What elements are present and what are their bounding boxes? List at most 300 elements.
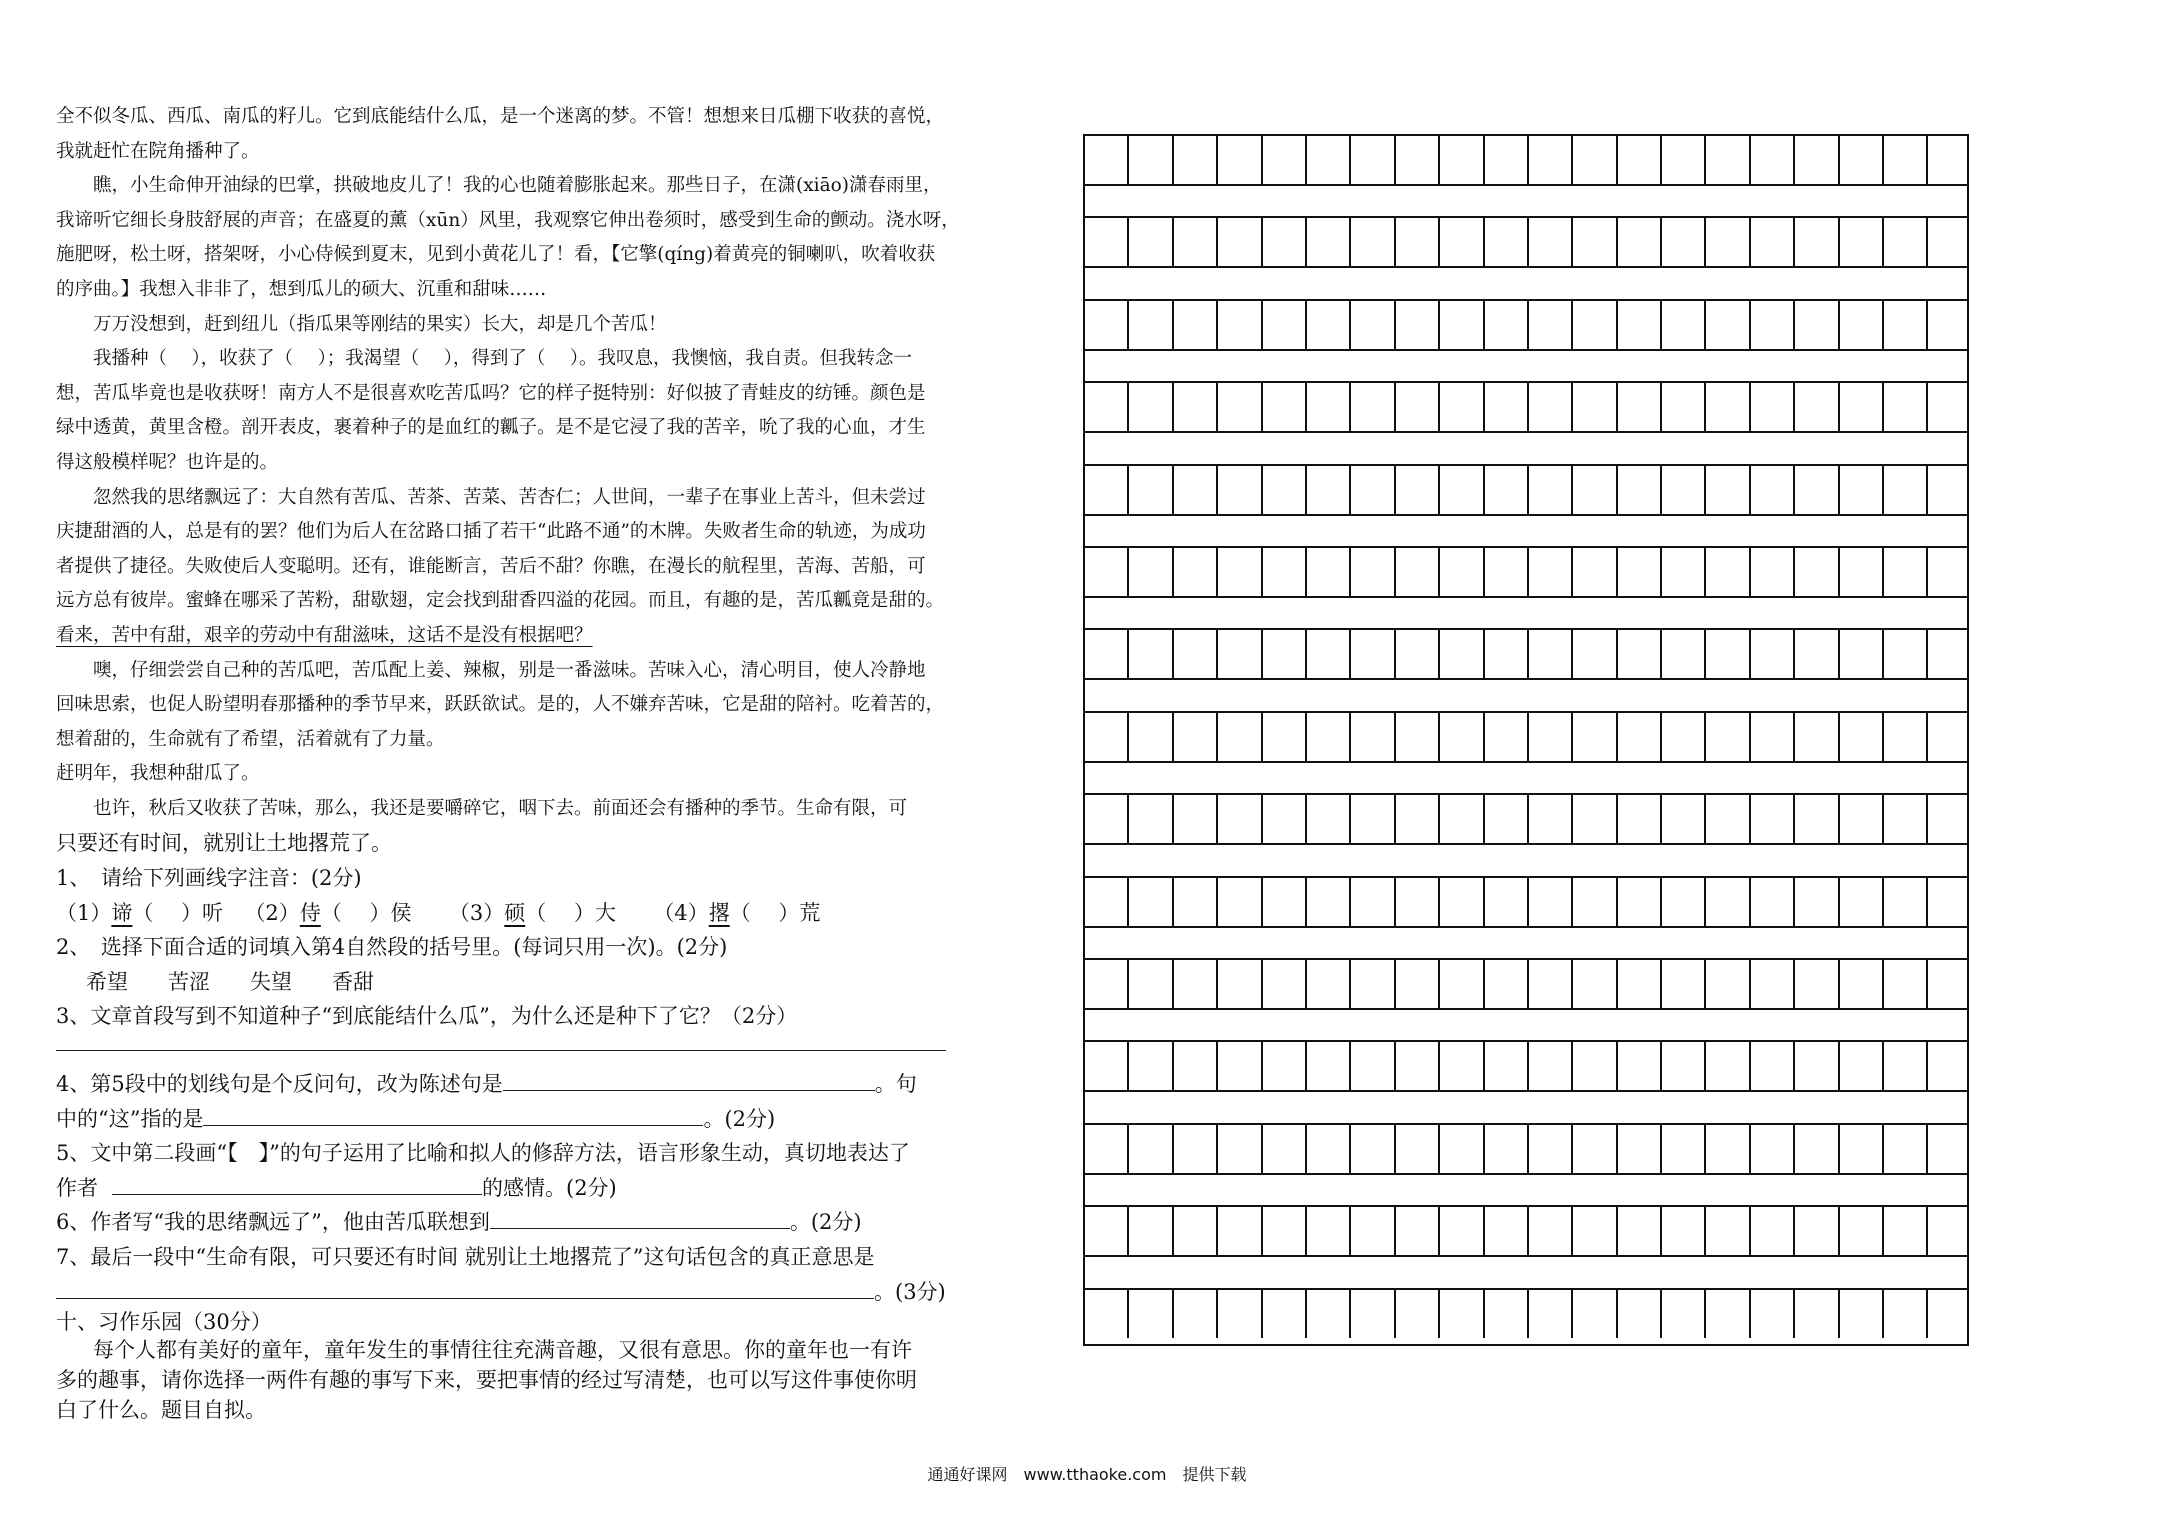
grid-cell[interactable] bbox=[1085, 548, 1129, 596]
grid-cell[interactable] bbox=[1174, 1125, 1218, 1173]
grid-cell[interactable] bbox=[1218, 383, 1262, 431]
grid-cell[interactable] bbox=[1129, 795, 1173, 843]
grid-cell[interactable] bbox=[1263, 795, 1307, 843]
grid-cell[interactable] bbox=[1840, 960, 1884, 1008]
grid-cell[interactable] bbox=[1884, 301, 1928, 349]
grid-cell[interactable] bbox=[1662, 878, 1706, 926]
grid-cell[interactable] bbox=[1529, 1207, 1573, 1255]
grid-cell[interactable] bbox=[1129, 218, 1173, 266]
grid-cell[interactable] bbox=[1485, 878, 1529, 926]
grid-cell[interactable] bbox=[1795, 1042, 1839, 1090]
grid-cell[interactable] bbox=[1218, 1042, 1262, 1090]
grid-row[interactable] bbox=[1085, 878, 1973, 926]
grid-cell[interactable] bbox=[1840, 713, 1884, 761]
grid-cell[interactable] bbox=[1485, 960, 1529, 1008]
grid-cell[interactable] bbox=[1085, 960, 1129, 1008]
grid-cell[interactable] bbox=[1795, 795, 1839, 843]
grid-cell[interactable] bbox=[1529, 136, 1573, 184]
grid-cell[interactable] bbox=[1928, 1042, 1972, 1090]
grid-cell[interactable] bbox=[1129, 960, 1173, 1008]
grid-cell[interactable] bbox=[1928, 1290, 1972, 1338]
grid-cell[interactable] bbox=[1440, 466, 1484, 514]
grid-cell[interactable] bbox=[1440, 301, 1484, 349]
grid-row[interactable] bbox=[1085, 383, 1973, 431]
grid-cell[interactable] bbox=[1662, 466, 1706, 514]
grid-cell[interactable] bbox=[1174, 1042, 1218, 1090]
grid-cell[interactable] bbox=[1840, 1125, 1884, 1173]
grid-cell[interactable] bbox=[1440, 1290, 1484, 1338]
grid-cell[interactable] bbox=[1928, 1207, 1972, 1255]
answer-blank[interactable] bbox=[490, 1210, 790, 1229]
grid-cell[interactable] bbox=[1085, 1207, 1129, 1255]
grid-cell[interactable] bbox=[1573, 1290, 1617, 1338]
grid-cell[interactable] bbox=[1795, 1125, 1839, 1173]
grid-cell[interactable] bbox=[1840, 1290, 1884, 1338]
grid-cell[interactable] bbox=[1440, 630, 1484, 678]
grid-cell[interactable] bbox=[1706, 878, 1750, 926]
grid-cell[interactable] bbox=[1662, 548, 1706, 596]
grid-cell[interactable] bbox=[1351, 548, 1395, 596]
grid-cell[interactable] bbox=[1440, 795, 1484, 843]
grid-cell[interactable] bbox=[1706, 1207, 1750, 1255]
grid-cell[interactable] bbox=[1529, 301, 1573, 349]
grid-cell[interactable] bbox=[1751, 548, 1795, 596]
grid-cell[interactable] bbox=[1840, 301, 1884, 349]
grid-cell[interactable] bbox=[1706, 1042, 1750, 1090]
grid-cell[interactable] bbox=[1573, 301, 1617, 349]
grid-row[interactable] bbox=[1085, 713, 1973, 761]
grid-cell[interactable] bbox=[1529, 1125, 1573, 1173]
grid-cell[interactable] bbox=[1618, 548, 1662, 596]
grid-cell[interactable] bbox=[1751, 630, 1795, 678]
grid-cell[interactable] bbox=[1396, 1290, 1440, 1338]
grid-cell[interactable] bbox=[1263, 878, 1307, 926]
grid-cell[interactable] bbox=[1129, 630, 1173, 678]
grid-cell[interactable] bbox=[1351, 1290, 1395, 1338]
grid-cell[interactable] bbox=[1174, 1207, 1218, 1255]
grid-cell[interactable] bbox=[1573, 466, 1617, 514]
grid-cell[interactable] bbox=[1751, 795, 1795, 843]
grid-cell[interactable] bbox=[1795, 383, 1839, 431]
grid-cell[interactable] bbox=[1085, 136, 1129, 184]
grid-cell[interactable] bbox=[1618, 1290, 1662, 1338]
grid-cell[interactable] bbox=[1795, 713, 1839, 761]
grid-cell[interactable] bbox=[1485, 548, 1529, 596]
grid-cell[interactable] bbox=[1485, 1125, 1529, 1173]
grid-row[interactable] bbox=[1085, 1042, 1973, 1090]
grid-cell[interactable] bbox=[1618, 1042, 1662, 1090]
grid-cell[interactable] bbox=[1840, 1042, 1884, 1090]
grid-cell[interactable] bbox=[1440, 136, 1484, 184]
grid-cell[interactable] bbox=[1618, 878, 1662, 926]
grid-cell[interactable] bbox=[1573, 383, 1617, 431]
grid-cell[interactable] bbox=[1085, 713, 1129, 761]
grid-cell[interactable] bbox=[1218, 1125, 1262, 1173]
grid-cell[interactable] bbox=[1928, 218, 1972, 266]
grid-cell[interactable] bbox=[1129, 1125, 1173, 1173]
grid-cell[interactable] bbox=[1618, 301, 1662, 349]
grid-cell[interactable] bbox=[1129, 878, 1173, 926]
grid-cell[interactable] bbox=[1396, 301, 1440, 349]
grid-cell[interactable] bbox=[1751, 1125, 1795, 1173]
grid-cell[interactable] bbox=[1573, 136, 1617, 184]
grid-cell[interactable] bbox=[1573, 713, 1617, 761]
grid-cell[interactable] bbox=[1529, 218, 1573, 266]
grid-cell[interactable] bbox=[1396, 713, 1440, 761]
grid-cell[interactable] bbox=[1884, 548, 1928, 596]
grid-cell[interactable] bbox=[1218, 218, 1262, 266]
grid-cell[interactable] bbox=[1840, 136, 1884, 184]
grid-cell[interactable] bbox=[1795, 878, 1839, 926]
grid-cell[interactable] bbox=[1307, 383, 1351, 431]
grid-cell[interactable] bbox=[1263, 1042, 1307, 1090]
grid-cell[interactable] bbox=[1307, 1290, 1351, 1338]
grid-cell[interactable] bbox=[1706, 548, 1750, 596]
grid-cell[interactable] bbox=[1662, 795, 1706, 843]
grid-cell[interactable] bbox=[1085, 301, 1129, 349]
grid-cell[interactable] bbox=[1751, 466, 1795, 514]
grid-cell[interactable] bbox=[1928, 960, 1972, 1008]
grid-cell[interactable] bbox=[1174, 466, 1218, 514]
grid-cell[interactable] bbox=[1129, 466, 1173, 514]
grid-cell[interactable] bbox=[1884, 1290, 1928, 1338]
grid-cell[interactable] bbox=[1706, 218, 1750, 266]
grid-cell[interactable] bbox=[1307, 630, 1351, 678]
grid-cell[interactable] bbox=[1307, 713, 1351, 761]
grid-cell[interactable] bbox=[1706, 383, 1750, 431]
grid-row[interactable] bbox=[1085, 1125, 1973, 1173]
grid-cell[interactable] bbox=[1307, 1207, 1351, 1255]
grid-cell[interactable] bbox=[1928, 383, 1972, 431]
grid-cell[interactable] bbox=[1928, 878, 1972, 926]
grid-cell[interactable] bbox=[1263, 548, 1307, 596]
grid-cell[interactable] bbox=[1263, 301, 1307, 349]
grid-cell[interactable] bbox=[1174, 383, 1218, 431]
grid-cell[interactable] bbox=[1751, 1290, 1795, 1338]
grid-cell[interactable] bbox=[1307, 218, 1351, 266]
grid-cell[interactable] bbox=[1529, 960, 1573, 1008]
grid-cell[interactable] bbox=[1928, 713, 1972, 761]
grid-cell[interactable] bbox=[1085, 218, 1129, 266]
grid-row[interactable] bbox=[1085, 1207, 1973, 1255]
grid-cell[interactable] bbox=[1529, 466, 1573, 514]
grid-cell[interactable] bbox=[1307, 466, 1351, 514]
grid-cell[interactable] bbox=[1129, 1207, 1173, 1255]
answer-line[interactable] bbox=[56, 1050, 946, 1051]
grid-cell[interactable] bbox=[1884, 383, 1928, 431]
grid-cell[interactable] bbox=[1884, 1207, 1928, 1255]
grid-cell[interactable] bbox=[1529, 630, 1573, 678]
grid-cell[interactable] bbox=[1351, 466, 1395, 514]
grid-cell[interactable] bbox=[1751, 1207, 1795, 1255]
grid-cell[interactable] bbox=[1129, 301, 1173, 349]
grid-cell[interactable] bbox=[1218, 301, 1262, 349]
grid-cell[interactable] bbox=[1840, 795, 1884, 843]
grid-cell[interactable] bbox=[1396, 795, 1440, 843]
grid-cell[interactable] bbox=[1795, 548, 1839, 596]
grid-cell[interactable] bbox=[1129, 383, 1173, 431]
grid-cell[interactable] bbox=[1618, 630, 1662, 678]
grid-cell[interactable] bbox=[1618, 960, 1662, 1008]
grid-cell[interactable] bbox=[1662, 1125, 1706, 1173]
grid-cell[interactable] bbox=[1485, 466, 1529, 514]
grid-cell[interactable] bbox=[1440, 1042, 1484, 1090]
grid-cell[interactable] bbox=[1529, 1042, 1573, 1090]
grid-cell[interactable] bbox=[1351, 383, 1395, 431]
grid-cell[interactable] bbox=[1884, 960, 1928, 1008]
grid-cell[interactable] bbox=[1129, 548, 1173, 596]
grid-cell[interactable] bbox=[1840, 218, 1884, 266]
grid-cell[interactable] bbox=[1573, 878, 1617, 926]
grid-cell[interactable] bbox=[1751, 878, 1795, 926]
grid-cell[interactable] bbox=[1307, 136, 1351, 184]
grid-cell[interactable] bbox=[1529, 795, 1573, 843]
grid-cell[interactable] bbox=[1573, 1042, 1617, 1090]
grid-cell[interactable] bbox=[1351, 301, 1395, 349]
grid-cell[interactable] bbox=[1529, 1290, 1573, 1338]
grid-cell[interactable] bbox=[1840, 630, 1884, 678]
grid-cell[interactable] bbox=[1840, 1207, 1884, 1255]
grid-cell[interactable] bbox=[1662, 713, 1706, 761]
grid-cell[interactable] bbox=[1351, 795, 1395, 843]
grid-cell[interactable] bbox=[1263, 466, 1307, 514]
grid-cell[interactable] bbox=[1396, 383, 1440, 431]
grid-cell[interactable] bbox=[1795, 630, 1839, 678]
grid-cell[interactable] bbox=[1573, 630, 1617, 678]
grid-cell[interactable] bbox=[1618, 1125, 1662, 1173]
grid-cell[interactable] bbox=[1706, 960, 1750, 1008]
grid-cell[interactable] bbox=[1662, 136, 1706, 184]
grid-cell[interactable] bbox=[1618, 1207, 1662, 1255]
grid-cell[interactable] bbox=[1174, 795, 1218, 843]
grid-cell[interactable] bbox=[1218, 466, 1262, 514]
grid-cell[interactable] bbox=[1928, 136, 1972, 184]
grid-cell[interactable] bbox=[1396, 1207, 1440, 1255]
grid-cell[interactable] bbox=[1618, 218, 1662, 266]
grid-cell[interactable] bbox=[1307, 795, 1351, 843]
grid-cell[interactable] bbox=[1485, 218, 1529, 266]
grid-cell[interactable] bbox=[1928, 466, 1972, 514]
grid-cell[interactable] bbox=[1706, 713, 1750, 761]
grid-cell[interactable] bbox=[1085, 795, 1129, 843]
grid-row[interactable] bbox=[1085, 630, 1973, 678]
grid-cell[interactable] bbox=[1351, 960, 1395, 1008]
grid-cell[interactable] bbox=[1085, 383, 1129, 431]
grid-cell[interactable] bbox=[1795, 218, 1839, 266]
grid-cell[interactable] bbox=[1085, 1125, 1129, 1173]
grid-cell[interactable] bbox=[1884, 218, 1928, 266]
answer-blank[interactable] bbox=[503, 1072, 875, 1091]
grid-cell[interactable] bbox=[1573, 548, 1617, 596]
grid-cell[interactable] bbox=[1129, 136, 1173, 184]
grid-cell[interactable] bbox=[1174, 630, 1218, 678]
grid-cell[interactable] bbox=[1396, 136, 1440, 184]
grid-cell[interactable] bbox=[1662, 630, 1706, 678]
grid-cell[interactable] bbox=[1218, 960, 1262, 1008]
grid-cell[interactable] bbox=[1174, 218, 1218, 266]
grid-cell[interactable] bbox=[1485, 136, 1529, 184]
grid-cell[interactable] bbox=[1485, 713, 1529, 761]
grid-cell[interactable] bbox=[1884, 878, 1928, 926]
grid-cell[interactable] bbox=[1795, 466, 1839, 514]
grid-cell[interactable] bbox=[1751, 136, 1795, 184]
grid-cell[interactable] bbox=[1751, 960, 1795, 1008]
grid-cell[interactable] bbox=[1174, 713, 1218, 761]
grid-cell[interactable] bbox=[1307, 878, 1351, 926]
grid-cell[interactable] bbox=[1751, 301, 1795, 349]
grid-cell[interactable] bbox=[1440, 878, 1484, 926]
grid-cell[interactable] bbox=[1751, 383, 1795, 431]
grid-cell[interactable] bbox=[1618, 136, 1662, 184]
grid-cell[interactable] bbox=[1751, 713, 1795, 761]
grid-cell[interactable] bbox=[1662, 301, 1706, 349]
grid-cell[interactable] bbox=[1218, 1207, 1262, 1255]
grid-cell[interactable] bbox=[1928, 795, 1972, 843]
grid-cell[interactable] bbox=[1218, 548, 1262, 596]
grid-cell[interactable] bbox=[1884, 466, 1928, 514]
grid-cell[interactable] bbox=[1351, 713, 1395, 761]
grid-cell[interactable] bbox=[1840, 548, 1884, 596]
grid-cell[interactable] bbox=[1662, 960, 1706, 1008]
grid-cell[interactable] bbox=[1351, 1125, 1395, 1173]
grid-cell[interactable] bbox=[1263, 1290, 1307, 1338]
grid-cell[interactable] bbox=[1085, 466, 1129, 514]
grid-cell[interactable] bbox=[1263, 1207, 1307, 1255]
grid-cell[interactable] bbox=[1884, 795, 1928, 843]
grid-cell[interactable] bbox=[1396, 466, 1440, 514]
grid-cell[interactable] bbox=[1928, 548, 1972, 596]
grid-cell[interactable] bbox=[1396, 960, 1440, 1008]
grid-cell[interactable] bbox=[1351, 1042, 1395, 1090]
grid-cell[interactable] bbox=[1662, 1207, 1706, 1255]
grid-cell[interactable] bbox=[1396, 1125, 1440, 1173]
grid-cell[interactable] bbox=[1573, 218, 1617, 266]
grid-cell[interactable] bbox=[1396, 878, 1440, 926]
grid-cell[interactable] bbox=[1928, 1125, 1972, 1173]
grid-cell[interactable] bbox=[1529, 713, 1573, 761]
grid-cell[interactable] bbox=[1928, 630, 1972, 678]
grid-row[interactable] bbox=[1085, 136, 1973, 184]
grid-cell[interactable] bbox=[1440, 1125, 1484, 1173]
answer-blank[interactable] bbox=[203, 1107, 703, 1126]
grid-cell[interactable] bbox=[1706, 1125, 1750, 1173]
composition-grid[interactable] bbox=[1083, 134, 1969, 1346]
grid-cell[interactable] bbox=[1351, 218, 1395, 266]
grid-cell[interactable] bbox=[1351, 630, 1395, 678]
grid-row[interactable] bbox=[1085, 548, 1973, 596]
grid-cell[interactable] bbox=[1218, 1290, 1262, 1338]
grid-cell[interactable] bbox=[1085, 630, 1129, 678]
grid-row[interactable] bbox=[1085, 466, 1973, 514]
grid-cell[interactable] bbox=[1218, 136, 1262, 184]
grid-cell[interactable] bbox=[1618, 466, 1662, 514]
grid-cell[interactable] bbox=[1706, 1290, 1750, 1338]
grid-cell[interactable] bbox=[1129, 713, 1173, 761]
grid-cell[interactable] bbox=[1573, 960, 1617, 1008]
grid-cell[interactable] bbox=[1485, 630, 1529, 678]
grid-cell[interactable] bbox=[1440, 1207, 1484, 1255]
grid-cell[interactable] bbox=[1928, 301, 1972, 349]
grid-cell[interactable] bbox=[1751, 1042, 1795, 1090]
grid-cell[interactable] bbox=[1440, 548, 1484, 596]
grid-cell[interactable] bbox=[1396, 630, 1440, 678]
grid-cell[interactable] bbox=[1529, 878, 1573, 926]
grid-row[interactable] bbox=[1085, 795, 1973, 843]
grid-cell[interactable] bbox=[1174, 301, 1218, 349]
grid-cell[interactable] bbox=[1662, 1042, 1706, 1090]
answer-blank[interactable] bbox=[112, 1176, 482, 1195]
grid-cell[interactable] bbox=[1618, 713, 1662, 761]
grid-cell[interactable] bbox=[1485, 795, 1529, 843]
grid-cell[interactable] bbox=[1706, 795, 1750, 843]
grid-cell[interactable] bbox=[1751, 218, 1795, 266]
grid-cell[interactable] bbox=[1485, 1207, 1529, 1255]
grid-cell[interactable] bbox=[1440, 218, 1484, 266]
grid-row[interactable] bbox=[1085, 301, 1973, 349]
grid-cell[interactable] bbox=[1307, 1125, 1351, 1173]
grid-cell[interactable] bbox=[1440, 960, 1484, 1008]
grid-cell[interactable] bbox=[1795, 960, 1839, 1008]
grid-cell[interactable] bbox=[1795, 1290, 1839, 1338]
grid-cell[interactable] bbox=[1840, 383, 1884, 431]
grid-cell[interactable] bbox=[1884, 136, 1928, 184]
grid-row[interactable] bbox=[1085, 960, 1973, 1008]
grid-cell[interactable] bbox=[1485, 301, 1529, 349]
grid-cell[interactable] bbox=[1706, 466, 1750, 514]
grid-cell[interactable] bbox=[1263, 960, 1307, 1008]
grid-cell[interactable] bbox=[1263, 1125, 1307, 1173]
grid-cell[interactable] bbox=[1706, 136, 1750, 184]
grid-cell[interactable] bbox=[1263, 630, 1307, 678]
grid-cell[interactable] bbox=[1529, 383, 1573, 431]
grid-cell[interactable] bbox=[1840, 878, 1884, 926]
grid-cell[interactable] bbox=[1884, 1042, 1928, 1090]
grid-cell[interactable] bbox=[1884, 1125, 1928, 1173]
grid-cell[interactable] bbox=[1085, 1290, 1129, 1338]
grid-cell[interactable] bbox=[1174, 960, 1218, 1008]
grid-cell[interactable] bbox=[1174, 1290, 1218, 1338]
grid-cell[interactable] bbox=[1795, 1207, 1839, 1255]
grid-cell[interactable] bbox=[1884, 713, 1928, 761]
grid-cell[interactable] bbox=[1662, 218, 1706, 266]
grid-cell[interactable] bbox=[1396, 1042, 1440, 1090]
grid-cell[interactable] bbox=[1884, 630, 1928, 678]
grid-cell[interactable] bbox=[1129, 1290, 1173, 1338]
grid-cell[interactable] bbox=[1307, 960, 1351, 1008]
answer-blank[interactable] bbox=[56, 1280, 874, 1299]
grid-cell[interactable] bbox=[1485, 383, 1529, 431]
grid-cell[interactable] bbox=[1795, 301, 1839, 349]
grid-cell[interactable] bbox=[1351, 878, 1395, 926]
grid-cell[interactable] bbox=[1174, 548, 1218, 596]
grid-cell[interactable] bbox=[1573, 795, 1617, 843]
grid-cell[interactable] bbox=[1218, 630, 1262, 678]
grid-cell[interactable] bbox=[1396, 548, 1440, 596]
grid-cell[interactable] bbox=[1573, 1207, 1617, 1255]
grid-cell[interactable] bbox=[1351, 136, 1395, 184]
grid-cell[interactable] bbox=[1662, 1290, 1706, 1338]
grid-cell[interactable] bbox=[1573, 1125, 1617, 1173]
grid-cell[interactable] bbox=[1307, 301, 1351, 349]
grid-cell[interactable] bbox=[1307, 548, 1351, 596]
grid-cell[interactable] bbox=[1618, 795, 1662, 843]
grid-cell[interactable] bbox=[1485, 1042, 1529, 1090]
grid-cell[interactable] bbox=[1706, 630, 1750, 678]
grid-cell[interactable] bbox=[1440, 713, 1484, 761]
grid-cell[interactable] bbox=[1263, 136, 1307, 184]
grid-cell[interactable] bbox=[1618, 383, 1662, 431]
grid-cell[interactable] bbox=[1174, 136, 1218, 184]
